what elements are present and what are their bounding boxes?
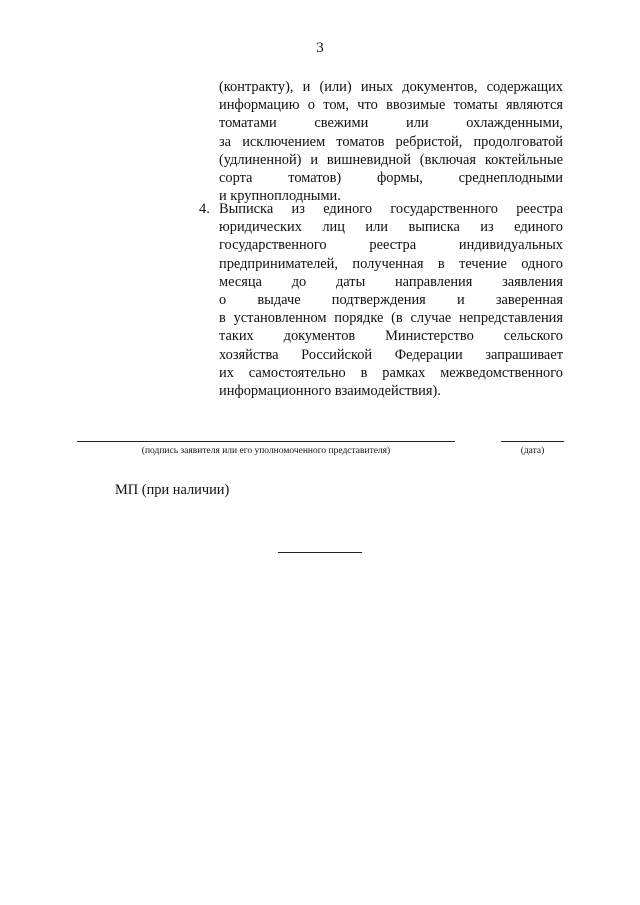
- signature-caption: (подпись заявителя или его уполномоченного представителя): [141, 446, 391, 456]
- text-line: государственного реестра индивидуальных: [219, 237, 563, 254]
- stamp-note: МП (при наличии): [115, 482, 230, 498]
- text-line: таких документов Министерство сельского: [219, 328, 563, 345]
- text-line: томатами свежими или охлажденными,: [219, 115, 563, 132]
- text-line: хозяйства Российской Федерации запрашивает: [219, 346, 563, 363]
- date-line: [501, 441, 564, 442]
- item-3-continuation: [219, 78, 563, 205]
- text-line: информацию о том, что ввозимые томаты являются: [219, 97, 563, 114]
- text-line: и крупноплодными.: [219, 188, 341, 205]
- text-line: о выдаче подтверждения и заверенная: [219, 292, 563, 309]
- list-item-number: 4.: [199, 201, 210, 217]
- text-line: Выписка из единого государственного реестра: [219, 201, 563, 217]
- list-item-text: [219, 200, 563, 400]
- signature-line: [77, 441, 455, 442]
- text-line: (контракту), и (или) иных документов, содержащих: [219, 79, 563, 95]
- text-line: в установленном порядке (в случае непредставления: [219, 310, 563, 327]
- text-line: предпринимателей, полученная в течение одного: [219, 255, 563, 272]
- text-line: (удлиненной) и вишневидной (включая коктейльные: [219, 151, 563, 168]
- end-of-document-line: [278, 552, 362, 553]
- text-line: сорта томатов) формы, среднеплодными: [219, 170, 563, 187]
- text-line: месяца до даты направления заявления: [219, 273, 563, 290]
- text-line: их самостоятельно в рамках межведомственного: [219, 364, 563, 381]
- page-number: 3: [316, 40, 324, 56]
- text-line: информационного взаимодействия).: [219, 383, 441, 400]
- date-caption: (дата): [520, 446, 545, 456]
- text-line: юридических лиц или выписка из единого: [219, 219, 563, 236]
- text-line: за исключением томатов ребристой, продолговатой: [219, 133, 563, 150]
